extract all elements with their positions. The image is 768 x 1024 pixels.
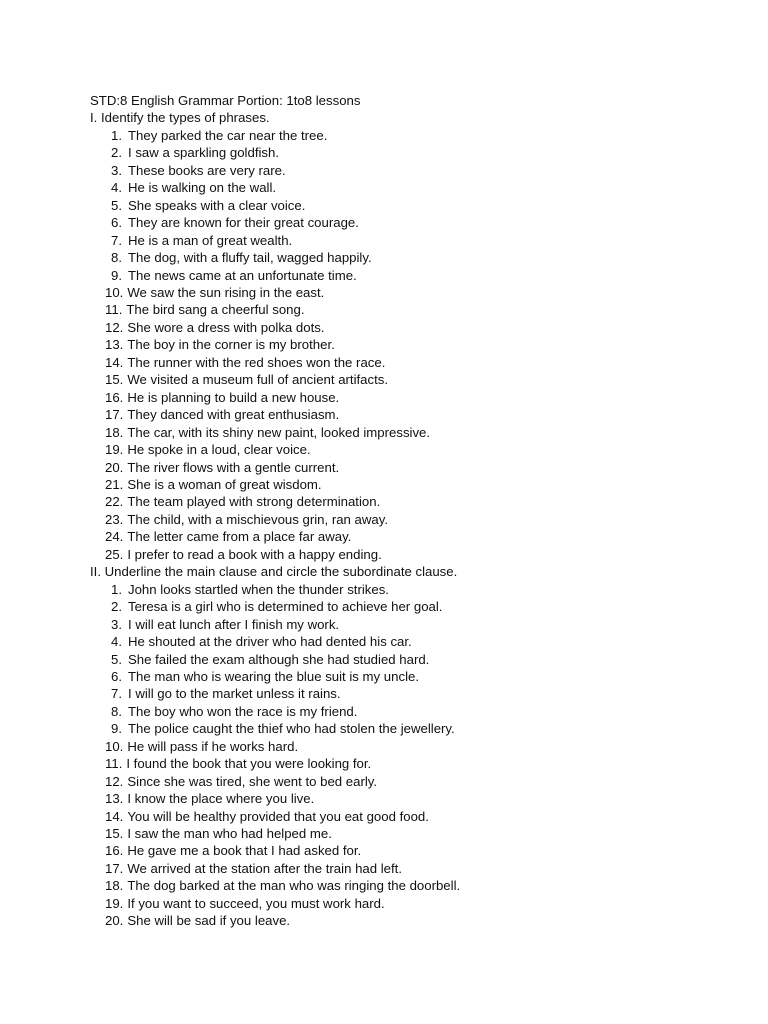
item-number: 9. xyxy=(111,721,122,737)
list-item xyxy=(90,651,730,668)
phrases-question-list xyxy=(90,127,730,563)
item-number: 5. xyxy=(111,651,122,667)
item-text: The child, with a mischievous grin, ran away. xyxy=(127,511,389,527)
item-number: 22. xyxy=(105,494,124,510)
item-text: I saw the man who had helped me. xyxy=(127,826,332,842)
item-number: 16. xyxy=(105,843,124,859)
item-text: She will be sad if you leave. xyxy=(127,913,291,929)
item-text: I will eat lunch after I finish my work. xyxy=(128,616,340,632)
list-item xyxy=(90,581,730,598)
item-number: 17. xyxy=(105,860,124,876)
list-item xyxy=(90,319,730,336)
list-item xyxy=(90,616,730,633)
item-text: He will pass if he works hard. xyxy=(127,738,299,754)
item-text: They danced with great enthusiasm. xyxy=(127,407,340,423)
list-item xyxy=(90,371,730,388)
list-item xyxy=(90,127,730,144)
item-number: 1. xyxy=(111,127,122,143)
list-item xyxy=(90,144,730,161)
item-number: 18. xyxy=(105,878,124,894)
item-text: The team played with strong determination. xyxy=(127,494,381,510)
item-text: He is a man of great wealth. xyxy=(128,232,293,248)
item-number: 19. xyxy=(105,895,124,911)
item-text: The runner with the red shoes won the race. xyxy=(127,354,386,370)
item-text: The river flows with a gentle current. xyxy=(127,459,340,475)
item-text: They are known for their great courage. xyxy=(128,215,359,231)
item-number: 13. xyxy=(105,791,124,807)
item-number: 9. xyxy=(111,267,122,283)
item-number: 11. xyxy=(105,302,123,318)
item-number: 12. xyxy=(105,773,124,789)
item-number: 6. xyxy=(111,668,122,684)
list-item xyxy=(90,633,730,650)
item-number: 12. xyxy=(105,319,124,335)
item-text: The boy who won the race is my friend. xyxy=(128,703,358,719)
section-phrases xyxy=(90,109,730,563)
item-text: He spoke in a loud, clear voice. xyxy=(127,442,311,458)
list-item xyxy=(90,232,730,249)
list-item xyxy=(90,842,730,859)
list-item xyxy=(90,249,730,266)
list-item xyxy=(90,895,730,912)
list-item xyxy=(90,546,730,563)
list-item xyxy=(90,267,730,284)
document-page xyxy=(90,92,730,930)
list-item xyxy=(90,598,730,615)
item-text: Teresa is a girl who is determined to achieve her goal. xyxy=(128,599,443,615)
item-text: If you want to succeed, you must work hard. xyxy=(127,895,385,911)
list-item xyxy=(90,528,730,545)
item-number: 21. xyxy=(105,476,124,492)
item-number: 2. xyxy=(111,145,122,161)
item-number: 11. xyxy=(105,756,123,772)
list-item xyxy=(90,179,730,196)
item-number: 4. xyxy=(111,180,122,196)
item-text: She wore a dress with polka dots. xyxy=(127,319,325,335)
item-text: I saw a sparkling goldfish. xyxy=(128,145,279,161)
item-number: 13. xyxy=(105,337,124,353)
list-item xyxy=(90,336,730,353)
list-item xyxy=(90,459,730,476)
list-item xyxy=(90,703,730,720)
item-text: She failed the exam although she had studied hard. xyxy=(128,651,430,667)
item-text: You will be healthy provided that you eat good food. xyxy=(127,808,429,824)
item-text: She is a woman of great wisdom. xyxy=(127,476,322,492)
item-number: 10. xyxy=(105,738,124,754)
document-title: STD:8 English Grammar Portion: 1to8 lessons xyxy=(90,93,361,108)
item-text: The letter came from a place far away. xyxy=(127,529,352,545)
item-text: Since she was tired, she went to bed early. xyxy=(127,773,378,789)
item-text: The police caught the thief who had stolen the jewellery. xyxy=(128,721,455,737)
item-text: The dog, with a fluffy tail, wagged happily. xyxy=(128,250,372,266)
list-item xyxy=(90,197,730,214)
list-item xyxy=(90,825,730,842)
item-text: The dog barked at the man who was ringing the doorbell. xyxy=(127,878,461,894)
item-number: 24. xyxy=(105,529,124,545)
list-item xyxy=(90,389,730,406)
list-item xyxy=(90,790,730,807)
item-number: 2. xyxy=(111,599,122,615)
item-text: John looks startled when the thunder strikes. xyxy=(128,581,389,597)
item-number: 3. xyxy=(111,162,122,178)
item-text: I found the book that you were looking for. xyxy=(126,756,372,772)
list-item xyxy=(90,720,730,737)
item-number: 25. xyxy=(105,546,124,562)
item-number: 14. xyxy=(105,354,124,370)
item-number: 19. xyxy=(105,442,124,458)
item-text: We saw the sun rising in the east. xyxy=(127,284,325,300)
item-number: 15. xyxy=(105,826,124,842)
list-item xyxy=(90,511,730,528)
item-text: I prefer to read a book with a happy ending. xyxy=(127,546,382,562)
item-text: He is walking on the wall. xyxy=(128,180,277,196)
list-item xyxy=(90,441,730,458)
item-number: 8. xyxy=(111,703,122,719)
item-number: 5. xyxy=(111,197,122,213)
list-item xyxy=(90,668,730,685)
list-item xyxy=(90,685,730,702)
item-text: We visited a museum full of ancient artifacts. xyxy=(127,372,389,388)
section-heading: II. Underline the main clause and circle the subordinate clause. xyxy=(90,564,458,580)
item-number: 4. xyxy=(111,634,122,650)
item-number: 7. xyxy=(111,232,122,248)
section-heading: I. Identify the types of phrases. xyxy=(90,110,270,126)
section-clauses xyxy=(90,563,730,930)
item-text: He gave me a book that I had asked for. xyxy=(127,843,362,859)
item-text: I know the place where you live. xyxy=(127,791,315,807)
item-number: 3. xyxy=(111,616,122,632)
list-item xyxy=(90,406,730,423)
list-item xyxy=(90,755,730,772)
item-text: We arrived at the station after the train had left. xyxy=(127,860,402,876)
item-text: The news came at an unfortunate time. xyxy=(128,267,357,283)
item-number: 23. xyxy=(105,511,124,527)
list-item xyxy=(90,808,730,825)
list-item xyxy=(90,773,730,790)
list-item xyxy=(90,476,730,493)
item-number: 8. xyxy=(111,250,122,266)
item-number: 18. xyxy=(105,424,124,440)
item-number: 20. xyxy=(105,459,124,475)
list-item xyxy=(90,877,730,894)
item-text: She speaks with a clear voice. xyxy=(128,197,306,213)
list-item xyxy=(90,424,730,441)
list-item xyxy=(90,912,730,929)
item-number: 16. xyxy=(105,389,124,405)
item-text: They parked the car near the tree. xyxy=(128,127,328,143)
item-text: He shouted at the driver who had dented his car. xyxy=(128,634,412,650)
list-item xyxy=(90,284,730,301)
item-number: 17. xyxy=(105,407,124,423)
item-number: 7. xyxy=(111,686,122,702)
item-text: The man who is wearing the blue suit is my uncle. xyxy=(128,668,419,684)
item-number: 10. xyxy=(105,284,124,300)
clauses-question-list xyxy=(90,581,730,930)
list-item xyxy=(90,493,730,510)
list-item xyxy=(90,162,730,179)
list-item xyxy=(90,301,730,318)
list-item xyxy=(90,738,730,755)
list-item xyxy=(90,354,730,371)
item-text: He is planning to build a new house. xyxy=(127,389,340,405)
item-text: I will go to the market unless it rains. xyxy=(128,686,341,702)
item-number: 15. xyxy=(105,372,124,388)
list-item xyxy=(90,214,730,231)
item-text: The boy in the corner is my brother. xyxy=(127,337,335,353)
list-item xyxy=(90,860,730,877)
item-text: The bird sang a cheerful song. xyxy=(126,302,305,318)
item-number: 14. xyxy=(105,808,124,824)
item-text: These books are very rare. xyxy=(128,162,286,178)
item-number: 6. xyxy=(111,215,122,231)
item-number: 20. xyxy=(105,913,124,929)
item-text: The car, with its shiny new paint, looked impressive. xyxy=(127,424,431,440)
item-number: 1. xyxy=(111,581,122,597)
